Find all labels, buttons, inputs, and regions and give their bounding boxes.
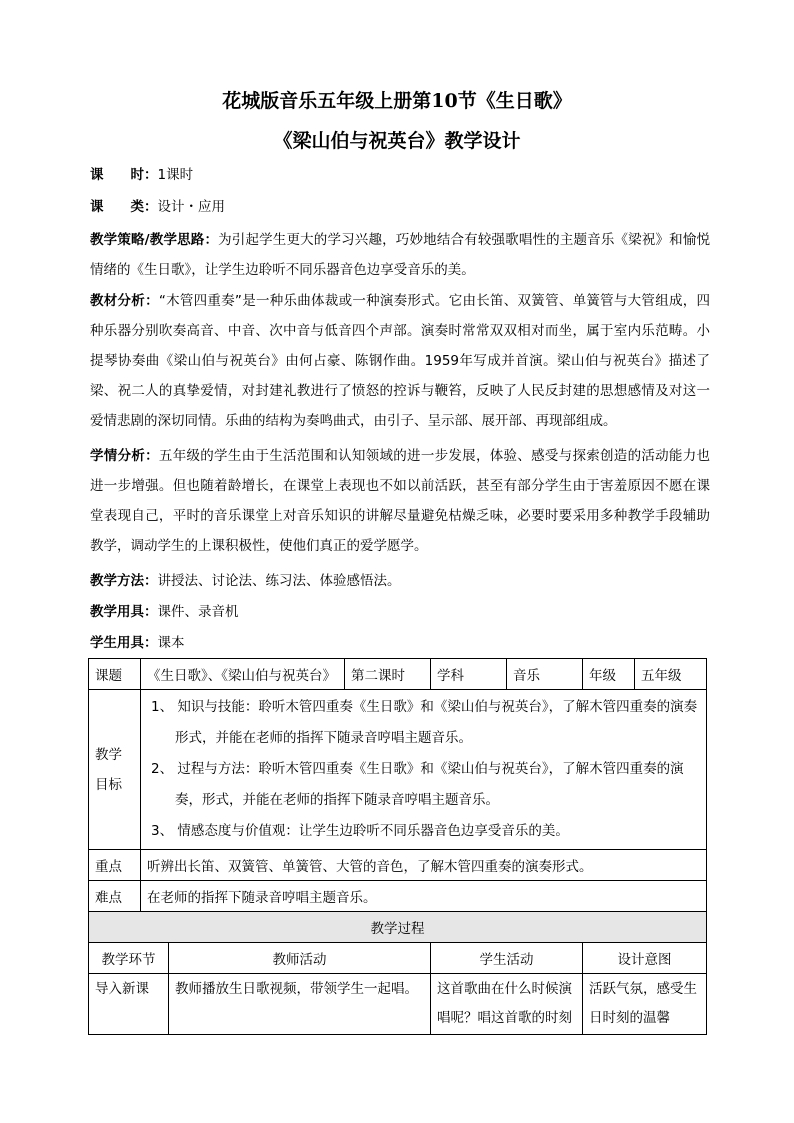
method-line — [90, 566, 710, 596]
student-activity-cell: 这首歌曲在什么时候演唱呢？唱这首歌的时刻 — [431, 974, 583, 1035]
material-paragraph — [90, 286, 710, 436]
goals-content — [141, 690, 707, 850]
difficulty-label: 难点 — [89, 881, 141, 912]
strategy-paragraph — [90, 225, 710, 285]
topic-label: 课题 — [89, 659, 141, 690]
type-value: 设计・应用 — [157, 199, 225, 215]
difficulty-text: 在老师的指挥下随录音哼唱主题音乐。 — [141, 881, 707, 912]
subject-label: 学科 — [431, 659, 507, 690]
table-row-columns — [89, 943, 707, 974]
table-row-key-point — [89, 850, 707, 881]
goals-label-line2: 目标 — [95, 776, 122, 793]
student-tools-text: 课本 — [157, 635, 185, 651]
goal-item: 1、 知识与技能：聆听木管四重奏《生日歌》和《梁山伯与祝英台》，了解木管四重奏的演奏形式，并能在老师的指挥下随录音哼唱主题音乐。 — [151, 699, 698, 746]
material-text: “木管四重奏”是一种乐曲体裁或一种演奏形式。它由长笛、双簧管、单簧管与大管组成，四种乐器分别吹奏高音、中音、次中音与低音四个声部。演奏时常常双双相对而坐，属于室内乐范畴。小提琴协奏曲《梁山伯与祝英台》由何占豪、陈钢作曲。1959年写成并首演。梁山伯与祝英台》描述了梁、祝二人的真挚爱情，对封建礼教进行了愤怒的控诉与鞭笞，反映了人民反封建的思想感情及对这一爱情悲剧的深切同情。乐曲的结构为奏鸣曲式，由引子、呈示部、展开部、再现部组成。 — [90, 293, 710, 429]
stage-cell: 导入新课 — [89, 974, 169, 1035]
student-tools-label: 学生用具： — [90, 635, 158, 651]
student-tools-line — [90, 628, 710, 658]
design-intent-cell: 活跃气氛，感受生日时刻的温馨 — [583, 974, 707, 1035]
duration-value: 1课时 — [157, 167, 194, 183]
strategy-label: 教学策略/教学思路： — [90, 232, 219, 248]
goal-item: 2、 过程与方法：聆听木管四重奏《生日歌》和《梁山伯与祝英台》，了解木管四重奏的演奏，形式，并能在老师的指挥下随录音哼唱主题音乐。 — [151, 761, 684, 808]
goals-label-line1: 教学 — [95, 746, 122, 763]
document-title-line1: 花城版音乐五年级上册第10节《生日歌》 — [222, 90, 572, 112]
lesson-plan-table — [88, 658, 707, 1035]
key-text: 听辨出长笛、双簧管、单簧管、大管的音色，了解木管四重奏的演奏形式。 — [141, 850, 707, 881]
subject-value: 音乐 — [507, 659, 583, 690]
topic-value: 《生日歌》、《梁山伯与祝英台》 — [141, 659, 345, 690]
material-label: 教材分析： — [90, 293, 159, 309]
duration-line — [90, 160, 710, 190]
type-line — [90, 192, 710, 222]
goals-label — [89, 690, 141, 850]
learner-text: 五年级的学生由于生活范围和认知领域的进一步发展，体验、感受与探索创造的活动能力也进一步增强。但也随着龄增长，在课堂上表现也不如以前活跃，甚至有部分学生由于害羞原因不愿在课堂表现自己，平时的音乐课堂上对音乐知识的讲解尽量避免枯燥乏味，必要时要采用多种教学手段辅助教学，调动学生的上课积极性，使他们真正的爱学愿学。 — [90, 448, 711, 554]
table-row-difficulty — [89, 881, 707, 912]
method-text: 讲授法、讨论法、练习法、体验感悟法。 — [157, 573, 401, 589]
tools-line — [90, 597, 710, 627]
table-row-process-header — [89, 912, 707, 943]
teacher-activity-cell: 教师播放生日歌视频，带领学生一起唱。 — [169, 974, 431, 1035]
table-row — [89, 974, 707, 1035]
tools-text: 课件、录音机 — [157, 604, 239, 620]
duration-label: 课 时： — [90, 167, 158, 183]
table-row-topic — [89, 659, 707, 690]
key-label: 重点 — [89, 850, 141, 881]
method-label: 教学方法： — [90, 573, 158, 589]
grade-value: 五年级 — [635, 659, 707, 690]
tools-label: 教学用具： — [90, 604, 158, 620]
learner-paragraph — [90, 441, 710, 561]
grade-label: 年级 — [583, 659, 635, 690]
document-title-line2: 《梁山伯与祝英台》教学设计 — [273, 130, 521, 152]
column-header-student: 学生活动 — [431, 943, 583, 974]
learner-label: 学情分析： — [90, 448, 159, 464]
column-header-intent: 设计意图 — [583, 943, 707, 974]
type-label: 课 类： — [90, 199, 158, 215]
column-header-stage: 教学环节 — [89, 943, 169, 974]
goal-item: 3、 情感态度与价值观：让学生边聆听不同乐器音色边享受音乐的美。 — [151, 823, 569, 839]
table-row-goals — [89, 690, 707, 850]
process-header: 教学过程 — [89, 912, 707, 943]
lesson-number: 第二课时 — [345, 659, 431, 690]
strategy-text: 为引起学生更大的学习兴趣，巧妙地结合有较强歌唱性的主题音乐《梁祝》和愉悦情绪的《生日歌》，让学生边聆听不同乐器音色边享受音乐的美。 — [90, 232, 711, 278]
column-header-teacher: 教师活动 — [169, 943, 431, 974]
